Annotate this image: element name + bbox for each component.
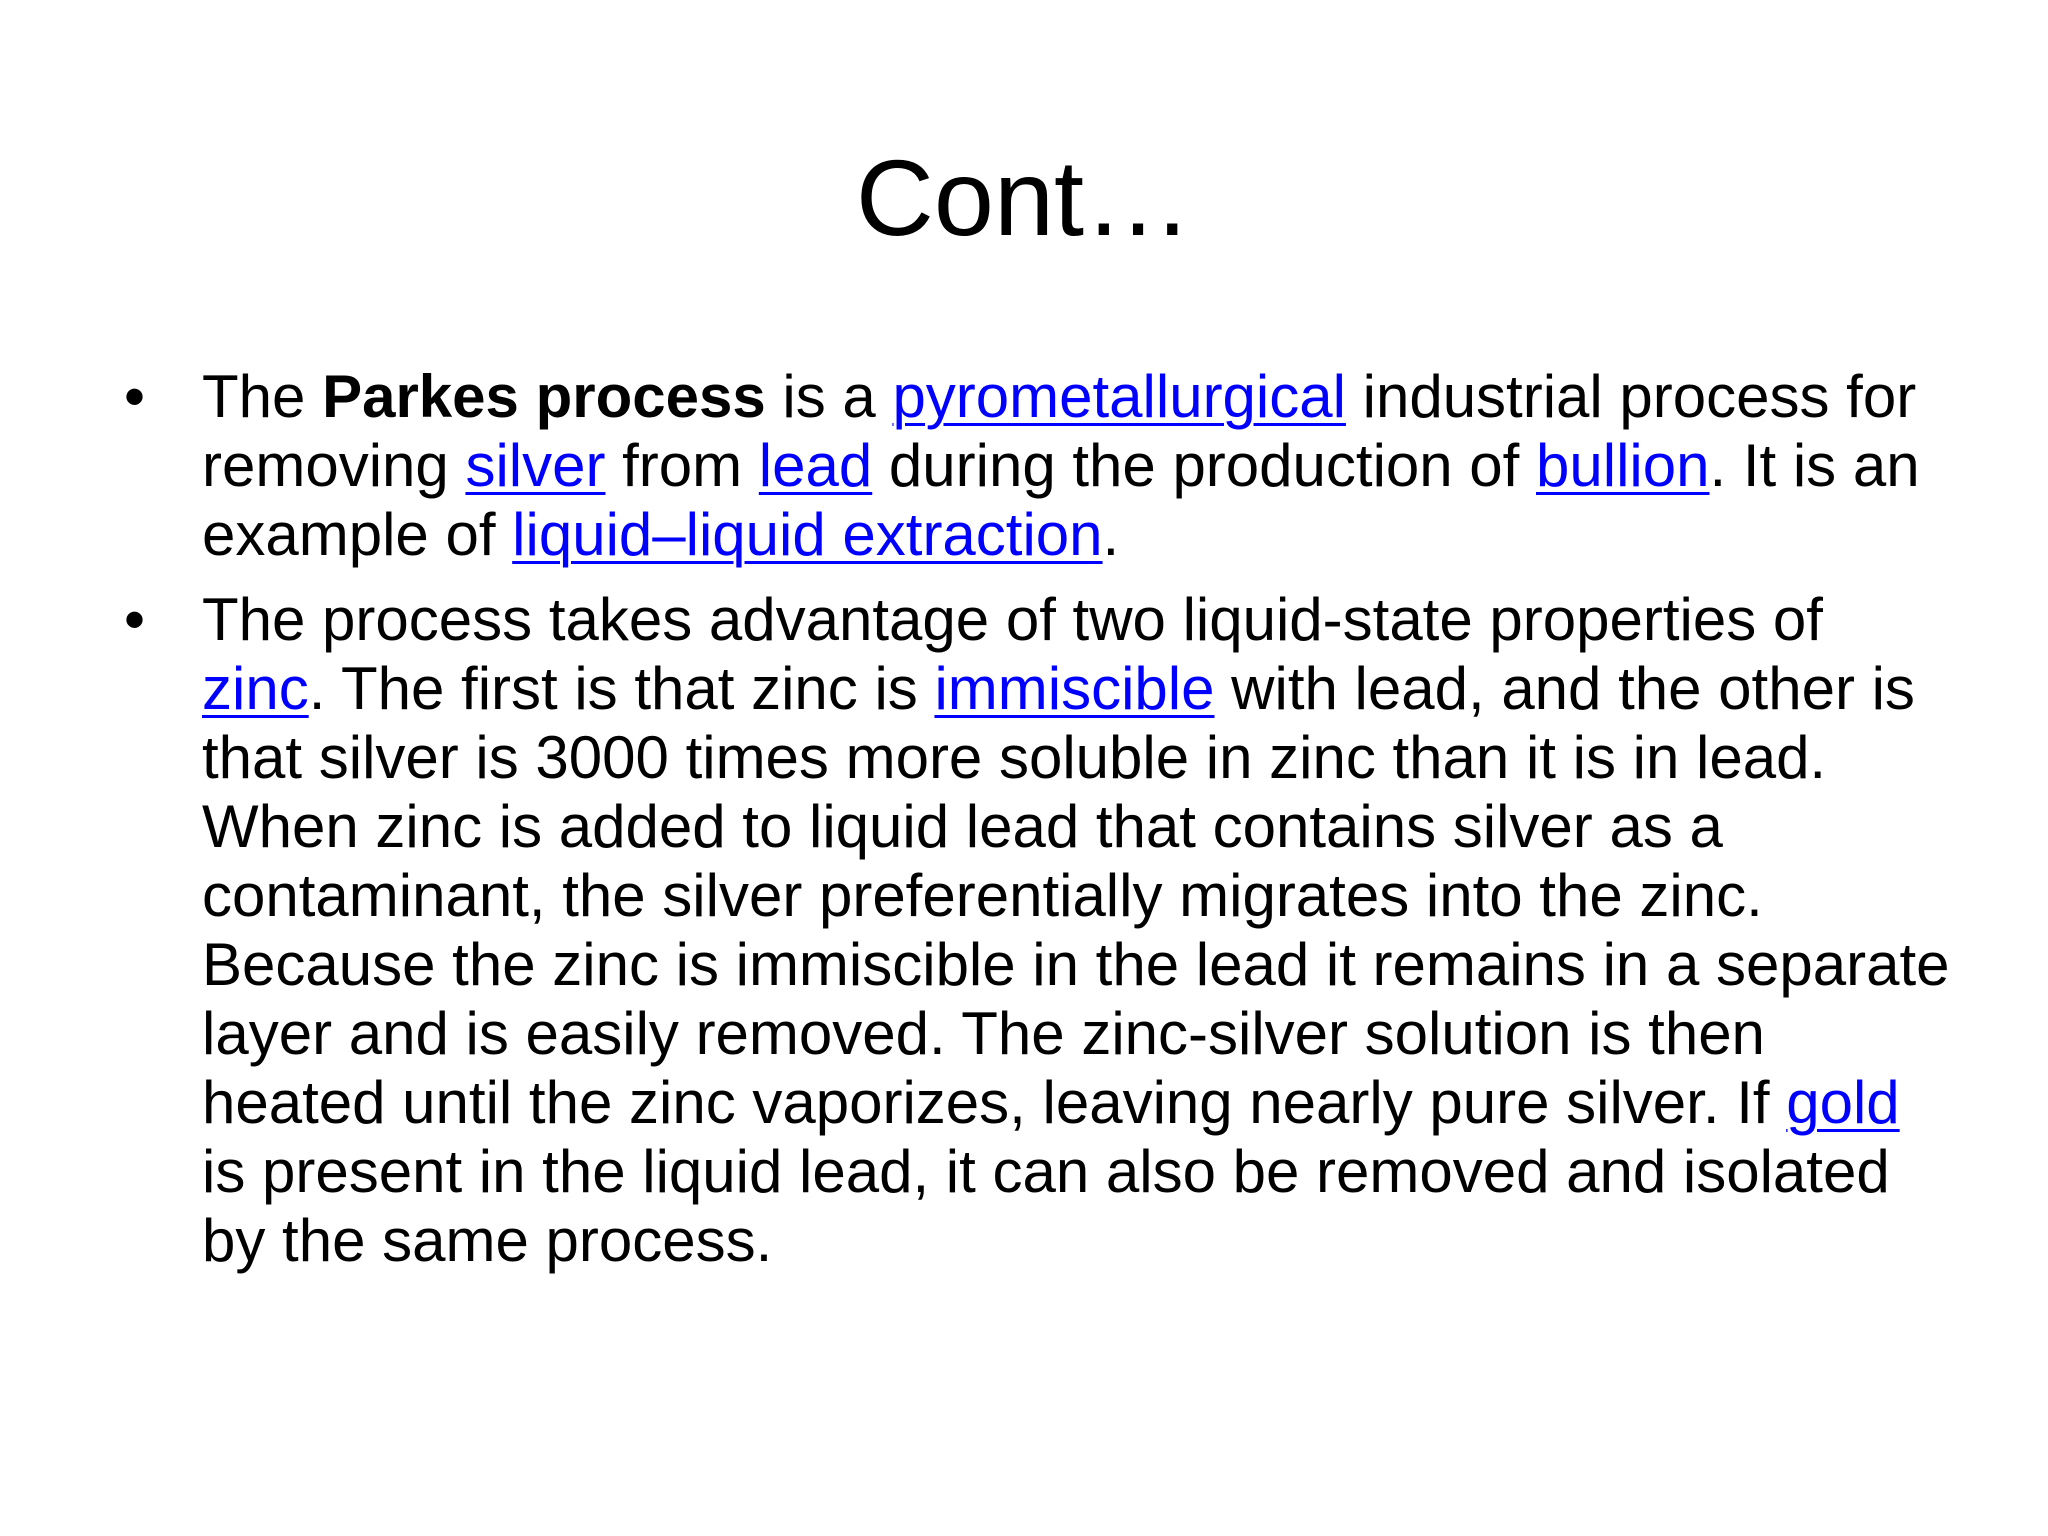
link-bullion[interactable]: bullion (1536, 432, 1710, 499)
link-silver[interactable]: silver (465, 432, 606, 499)
text-span: . The first is that zinc is (308, 655, 935, 722)
bullet-dot: • (124, 586, 146, 653)
link-gold[interactable]: gold (1786, 1069, 1900, 1136)
slide-title: Cont… (855, 137, 1193, 258)
bold-term-parkes-process: Parkes process (322, 363, 766, 430)
bullet-item-parkes-definition (120, 362, 1950, 569)
link-pyrometallurgical[interactable]: pyrometallurgical (892, 363, 1346, 430)
bullet-list (120, 362, 1950, 1291)
bullet-dot: • (124, 363, 146, 430)
text-span: The (202, 363, 323, 430)
text-span: is present in the liquid lead, it can also be removed and isolated by the same process. (202, 1138, 1890, 1274)
text-span: . It is an example of (202, 432, 1920, 568)
text-span: is a (765, 363, 893, 430)
text-span: with lead, and the other is that silver is 3000 times more soluble in zinc than it is in lead. When zinc is added to liquid lead that contains silver as a contaminant, the silver preferentially migrates into the zinc. Because the zinc is immiscible in the lead it remains in a separate layer and is easily removed. The zinc-silver solution is then heated until the zinc vaporizes, leaving nearly pure silver. If (202, 655, 1950, 1136)
link-lead[interactable]: lead (758, 432, 873, 499)
text-span: during the production of (872, 432, 1537, 499)
link-immiscible[interactable]: immiscible (934, 655, 1215, 722)
text-span: . (1102, 501, 1120, 568)
text-span: The process takes advantage of two liquid-state properties of (202, 586, 1823, 653)
bullet-item-process-explanation (120, 585, 1950, 1275)
link-zinc[interactable]: zinc (202, 655, 309, 722)
text-span: from (605, 432, 759, 499)
text-span: industrial process for removing (202, 363, 1917, 499)
link-liquid-liquid-extraction[interactable]: liquid–liquid extraction (512, 501, 1103, 568)
